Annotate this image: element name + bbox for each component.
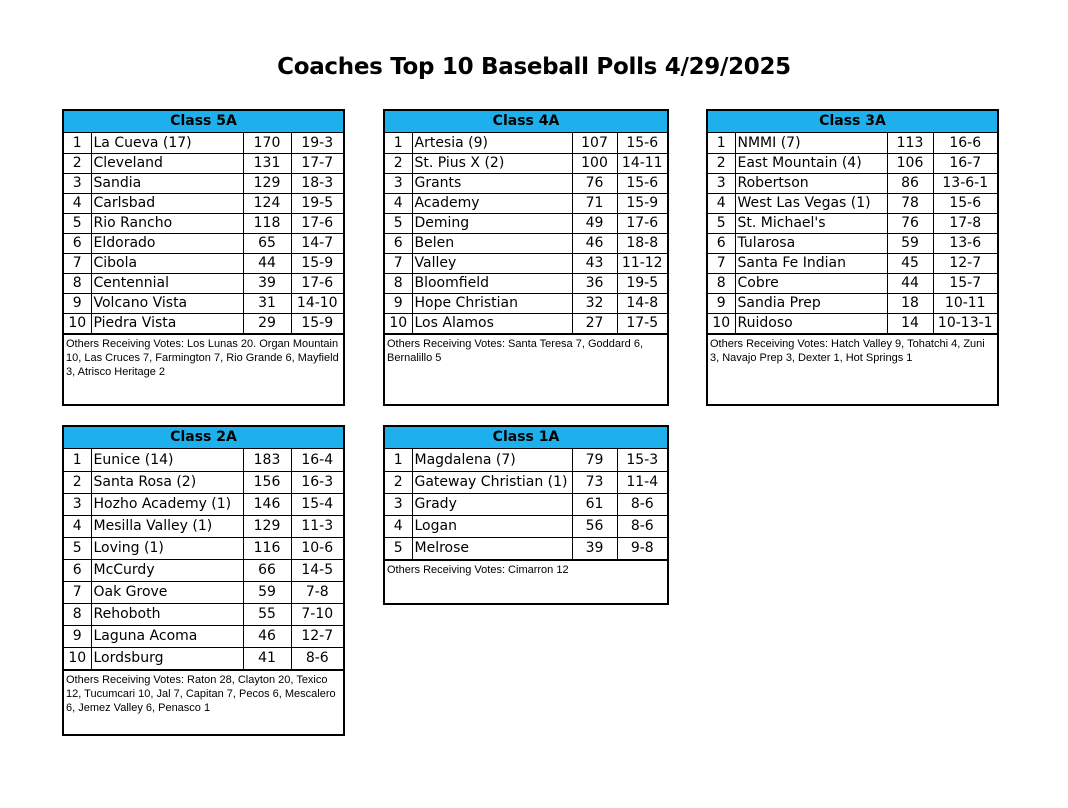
rank-cell: 8 <box>64 603 91 625</box>
record-cell: 17-7 <box>291 153 343 173</box>
table-row <box>385 153 667 173</box>
table-row <box>385 313 667 333</box>
poll-header: Class 3A <box>708 111 997 133</box>
table-row <box>708 193 997 213</box>
points-cell: 76 <box>887 213 933 233</box>
rank-cell: 5 <box>64 213 91 233</box>
points-cell: 107 <box>572 133 617 153</box>
record-cell: 14-8 <box>617 293 667 313</box>
points-cell: 32 <box>572 293 617 313</box>
page-title: Coaches Top 10 Baseball Polls 4/29/2025 <box>277 54 791 80</box>
record-cell: 10-6 <box>291 537 343 559</box>
team-cell: Lordsburg <box>91 647 243 669</box>
rank-cell: 8 <box>64 273 91 293</box>
record-cell: 18-3 <box>291 173 343 193</box>
record-cell: 10-11 <box>933 293 997 313</box>
team-cell: Oak Grove <box>91 581 243 603</box>
record-cell: 16-7 <box>933 153 997 173</box>
others-receiving-votes: Others Receiving Votes: Raton 28, Clayton 20, Texico 12, Tucumcari 10, Jal 7, Capitan 7, Pecos 6, Mescalero 6, Jemez Valley 6, Penasco 1 <box>64 670 343 717</box>
team-cell: Gateway Christian (1) <box>412 471 572 493</box>
rank-cell: 5 <box>708 213 735 233</box>
points-cell: 56 <box>572 515 617 537</box>
points-cell: 46 <box>572 233 617 253</box>
rank-cell: 4 <box>64 193 91 213</box>
team-cell: Eunice (14) <box>91 449 243 471</box>
record-cell: 8-6 <box>617 493 667 515</box>
points-cell: 59 <box>243 581 291 603</box>
rank-cell: 1 <box>64 449 91 471</box>
team-cell: Sandia <box>91 173 243 193</box>
rank-cell: 10 <box>385 313 412 333</box>
record-cell: 17-6 <box>291 213 343 233</box>
rank-cell: 4 <box>385 515 412 537</box>
rank-cell: 2 <box>64 153 91 173</box>
record-cell: 17-6 <box>291 273 343 293</box>
record-cell: 17-8 <box>933 213 997 233</box>
table-row <box>708 213 997 233</box>
rank-cell: 2 <box>64 471 91 493</box>
table-row <box>708 293 997 313</box>
table-row <box>708 273 997 293</box>
record-cell: 7-8 <box>291 581 343 603</box>
rank-cell: 3 <box>64 173 91 193</box>
team-cell: Rio Rancho <box>91 213 243 233</box>
team-cell: Logan <box>412 515 572 537</box>
table-row <box>708 133 997 153</box>
team-cell: Volcano Vista <box>91 293 243 313</box>
rank-cell: 6 <box>385 233 412 253</box>
rank-cell: 9 <box>708 293 735 313</box>
team-cell: Hozho Academy (1) <box>91 493 243 515</box>
table-row <box>64 493 343 515</box>
team-cell: Academy <box>412 193 572 213</box>
team-cell: Los Alamos <box>412 313 572 333</box>
points-cell: 100 <box>572 153 617 173</box>
rank-cell: 4 <box>385 193 412 213</box>
table-row <box>385 471 667 493</box>
team-cell: Grants <box>412 173 572 193</box>
points-cell: 36 <box>572 273 617 293</box>
points-cell: 129 <box>243 173 291 193</box>
team-cell: Eldorado <box>91 233 243 253</box>
team-cell: Piedra Vista <box>91 313 243 333</box>
rank-cell: 10 <box>708 313 735 333</box>
team-cell: Mesilla Valley (1) <box>91 515 243 537</box>
table-row <box>64 233 343 253</box>
table-row <box>385 253 667 273</box>
poll-header: Class 5A <box>64 111 343 133</box>
record-cell: 13-6 <box>933 233 997 253</box>
record-cell: 18-8 <box>617 233 667 253</box>
table-row <box>64 253 343 273</box>
team-cell: West Las Vegas (1) <box>735 193 887 213</box>
team-cell: Santa Rosa (2) <box>91 471 243 493</box>
poll-header: Class 1A <box>385 427 667 449</box>
record-cell: 15-6 <box>617 133 667 153</box>
points-cell: 46 <box>243 625 291 647</box>
others-receiving-votes: Others Receiving Votes: Cimarron 12 <box>385 560 667 579</box>
record-cell: 15-9 <box>617 193 667 213</box>
table-row <box>64 603 343 625</box>
team-cell: Ruidoso <box>735 313 887 333</box>
points-cell: 41 <box>243 647 291 669</box>
record-cell: 16-4 <box>291 449 343 471</box>
team-cell: Deming <box>412 213 572 233</box>
rankings-table <box>708 133 997 334</box>
team-cell: Carlsbad <box>91 193 243 213</box>
table-row <box>708 313 997 333</box>
poll-header: Class 4A <box>385 111 667 133</box>
table-row <box>64 293 343 313</box>
rank-cell: 4 <box>64 515 91 537</box>
record-cell: 15-9 <box>291 253 343 273</box>
rank-cell: 5 <box>64 537 91 559</box>
rank-cell: 3 <box>385 493 412 515</box>
points-cell: 55 <box>243 603 291 625</box>
points-cell: 66 <box>243 559 291 581</box>
rank-cell: 9 <box>385 293 412 313</box>
points-cell: 131 <box>243 153 291 173</box>
record-cell: 10-13-1 <box>933 313 997 333</box>
table-row <box>64 537 343 559</box>
team-cell: Belen <box>412 233 572 253</box>
team-cell: Robertson <box>735 173 887 193</box>
rankings-table <box>385 449 667 560</box>
record-cell: 14-10 <box>291 293 343 313</box>
record-cell: 14-11 <box>617 153 667 173</box>
record-cell: 19-5 <box>291 193 343 213</box>
rank-cell: 8 <box>708 273 735 293</box>
points-cell: 61 <box>572 493 617 515</box>
table-row <box>385 213 667 233</box>
points-cell: 65 <box>243 233 291 253</box>
record-cell: 12-7 <box>291 625 343 647</box>
team-cell: McCurdy <box>91 559 243 581</box>
points-cell: 43 <box>572 253 617 273</box>
rank-cell: 6 <box>708 233 735 253</box>
points-cell: 73 <box>572 471 617 493</box>
table-row <box>64 625 343 647</box>
team-cell: Valley <box>412 253 572 273</box>
poll-class-2a <box>62 425 345 736</box>
team-cell: Cibola <box>91 253 243 273</box>
record-cell: 15-9 <box>291 313 343 333</box>
points-cell: 124 <box>243 193 291 213</box>
team-cell: Cleveland <box>91 153 243 173</box>
rank-cell: 5 <box>385 537 412 559</box>
rank-cell: 6 <box>64 233 91 253</box>
table-row <box>64 515 343 537</box>
points-cell: 86 <box>887 173 933 193</box>
poll-class-1a <box>383 425 669 605</box>
table-row <box>385 273 667 293</box>
rank-cell: 1 <box>64 133 91 153</box>
rank-cell: 2 <box>708 153 735 173</box>
points-cell: 156 <box>243 471 291 493</box>
team-cell: East Mountain (4) <box>735 153 887 173</box>
record-cell: 12-7 <box>933 253 997 273</box>
points-cell: 44 <box>243 253 291 273</box>
points-cell: 45 <box>887 253 933 273</box>
record-cell: 11-4 <box>617 471 667 493</box>
poll-header: Class 2A <box>64 427 343 449</box>
poll-class-4a <box>383 109 669 406</box>
table-row <box>64 449 343 471</box>
table-row <box>64 173 343 193</box>
table-row <box>64 581 343 603</box>
rank-cell: 6 <box>64 559 91 581</box>
team-cell: Loving (1) <box>91 537 243 559</box>
rank-cell: 1 <box>385 449 412 471</box>
record-cell: 15-6 <box>933 193 997 213</box>
team-cell: St. Pius X (2) <box>412 153 572 173</box>
table-row <box>385 133 667 153</box>
points-cell: 39 <box>572 537 617 559</box>
table-row <box>385 173 667 193</box>
table-row <box>64 471 343 493</box>
team-cell: Magdalena (7) <box>412 449 572 471</box>
team-cell: La Cueva (17) <box>91 133 243 153</box>
others-receiving-votes: Others Receiving Votes: Los Lunas 20. Organ Mountain 10, Las Cruces 7, Farmington 7, Rio Grande 6, Mayfield 3, Atrisco Heritage 2 <box>64 334 343 381</box>
points-cell: 170 <box>243 133 291 153</box>
table-row <box>64 153 343 173</box>
team-cell: Bloomfield <box>412 273 572 293</box>
table-row <box>385 193 667 213</box>
points-cell: 49 <box>572 213 617 233</box>
rank-cell: 4 <box>708 193 735 213</box>
points-cell: 146 <box>243 493 291 515</box>
rank-cell: 3 <box>385 173 412 193</box>
record-cell: 17-6 <box>617 213 667 233</box>
record-cell: 15-3 <box>617 449 667 471</box>
rank-cell: 1 <box>385 133 412 153</box>
record-cell: 16-3 <box>291 471 343 493</box>
points-cell: 18 <box>887 293 933 313</box>
team-cell: Centennial <box>91 273 243 293</box>
team-cell: Tularosa <box>735 233 887 253</box>
record-cell: 16-6 <box>933 133 997 153</box>
rank-cell: 9 <box>64 293 91 313</box>
table-row <box>708 233 997 253</box>
points-cell: 106 <box>887 153 933 173</box>
rank-cell: 7 <box>64 253 91 273</box>
rankings-table <box>64 449 343 670</box>
points-cell: 39 <box>243 273 291 293</box>
team-cell: Sandia Prep <box>735 293 887 313</box>
points-cell: 118 <box>243 213 291 233</box>
team-cell: Laguna Acoma <box>91 625 243 647</box>
table-row <box>64 213 343 233</box>
poll-class-3a <box>706 109 999 406</box>
record-cell: 11-12 <box>617 253 667 273</box>
points-cell: 71 <box>572 193 617 213</box>
record-cell: 15-6 <box>617 173 667 193</box>
table-row <box>385 293 667 313</box>
points-cell: 14 <box>887 313 933 333</box>
table-row <box>64 133 343 153</box>
rank-cell: 1 <box>708 133 735 153</box>
table-row <box>708 173 997 193</box>
record-cell: 7-10 <box>291 603 343 625</box>
record-cell: 15-7 <box>933 273 997 293</box>
table-row <box>385 537 667 559</box>
table-row <box>385 233 667 253</box>
others-receiving-votes: Others Receiving Votes: Hatch Valley 9, Tohatchi 4, Zuni 3, Navajo Prep 3, Dexter 1, Hot Springs 1 <box>708 334 997 367</box>
record-cell: 14-5 <box>291 559 343 581</box>
team-cell: NMMI (7) <box>735 133 887 153</box>
rank-cell: 10 <box>64 313 91 333</box>
rankings-table <box>385 133 667 334</box>
record-cell: 9-8 <box>617 537 667 559</box>
rank-cell: 9 <box>64 625 91 647</box>
table-row <box>64 647 343 669</box>
record-cell: 19-3 <box>291 133 343 153</box>
rank-cell: 5 <box>385 213 412 233</box>
others-receiving-votes: Others Receiving Votes: Santa Teresa 7, Goddard 6, Bernalillo 5 <box>385 334 667 367</box>
record-cell: 15-4 <box>291 493 343 515</box>
team-cell: Hope Christian <box>412 293 572 313</box>
table-row <box>64 313 343 333</box>
points-cell: 29 <box>243 313 291 333</box>
record-cell: 13-6-1 <box>933 173 997 193</box>
points-cell: 27 <box>572 313 617 333</box>
team-cell: Melrose <box>412 537 572 559</box>
record-cell: 8-6 <box>291 647 343 669</box>
points-cell: 113 <box>887 133 933 153</box>
points-cell: 44 <box>887 273 933 293</box>
rank-cell: 7 <box>385 253 412 273</box>
points-cell: 183 <box>243 449 291 471</box>
record-cell: 8-6 <box>617 515 667 537</box>
record-cell: 17-5 <box>617 313 667 333</box>
team-cell: Cobre <box>735 273 887 293</box>
team-cell: Grady <box>412 493 572 515</box>
table-row <box>708 153 997 173</box>
team-cell: St. Michael's <box>735 213 887 233</box>
points-cell: 129 <box>243 515 291 537</box>
record-cell: 19-5 <box>617 273 667 293</box>
table-row <box>385 449 667 471</box>
rank-cell: 3 <box>64 493 91 515</box>
rank-cell: 7 <box>708 253 735 273</box>
table-row <box>708 253 997 273</box>
rank-cell: 8 <box>385 273 412 293</box>
rank-cell: 7 <box>64 581 91 603</box>
rank-cell: 10 <box>64 647 91 669</box>
team-cell: Santa Fe Indian <box>735 253 887 273</box>
rank-cell: 2 <box>385 471 412 493</box>
points-cell: 76 <box>572 173 617 193</box>
table-row <box>64 559 343 581</box>
record-cell: 11-3 <box>291 515 343 537</box>
points-cell: 59 <box>887 233 933 253</box>
table-row <box>385 515 667 537</box>
points-cell: 116 <box>243 537 291 559</box>
poll-class-5a <box>62 109 345 406</box>
table-row <box>64 193 343 213</box>
table-row <box>385 493 667 515</box>
points-cell: 79 <box>572 449 617 471</box>
team-cell: Rehoboth <box>91 603 243 625</box>
rankings-table <box>64 133 343 334</box>
points-cell: 78 <box>887 193 933 213</box>
rank-cell: 3 <box>708 173 735 193</box>
rank-cell: 2 <box>385 153 412 173</box>
team-cell: Artesia (9) <box>412 133 572 153</box>
points-cell: 31 <box>243 293 291 313</box>
record-cell: 14-7 <box>291 233 343 253</box>
table-row <box>64 273 343 293</box>
